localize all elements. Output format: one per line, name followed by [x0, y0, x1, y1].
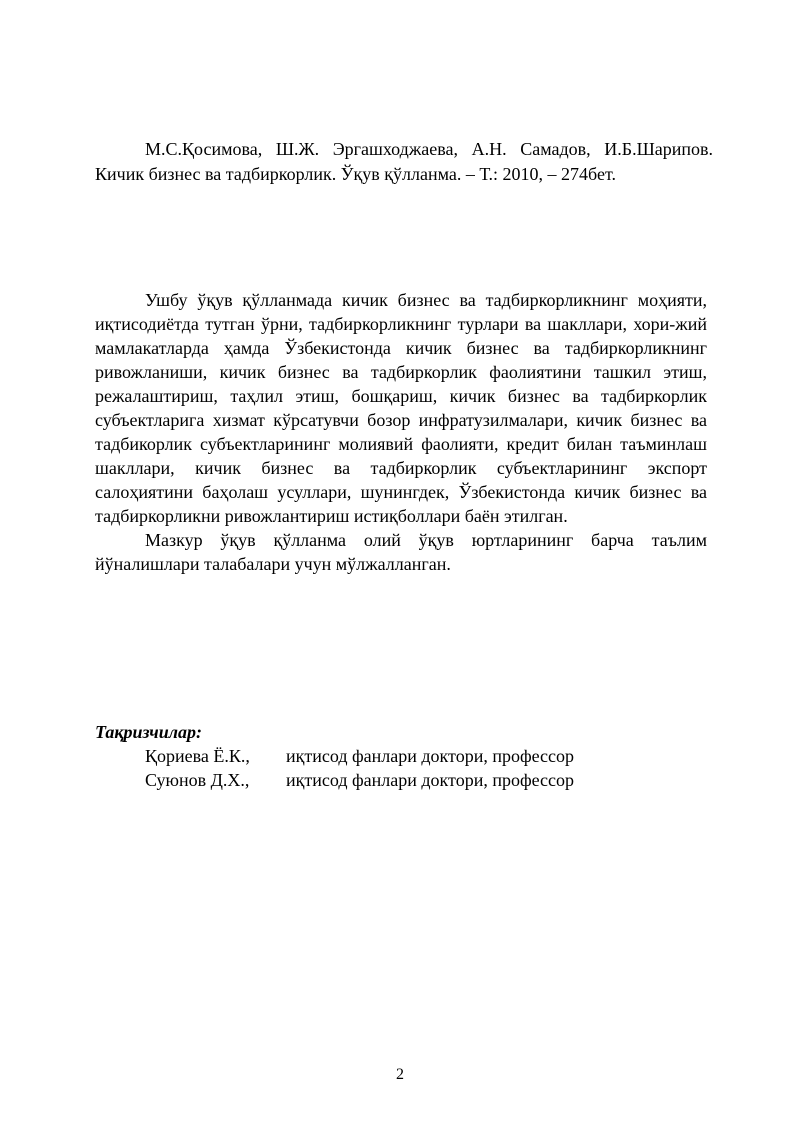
- page-number: 2: [396, 1066, 404, 1083]
- reviewers-section: [95, 720, 707, 792]
- abstract-paragraph: Ушбу ўқув қўлланмада кичик бизнес ва тадбиркорликнинг моҳияти, иқтисодиётда тутган ўрни, тадбиркорликнинг турлари ва шакллари, хори-жий мамлакатларда ҳамда Ўзбекистонда кичик бизнес ва тадбиркорликнинг ривожланиши, кичик бизнес ва тадбиркорлик фаолиятини ташкил этиш, режалаштириш, таҳлил этиш, бошқариш, кичик бизнес ва тадбиркорлик субъектларига хизмат кўрсатувчи бозор инфратузилмалари, кичик бизнес ва тадбикорлик субъектларининг молиявий фаолияти, кредит билан таъминлаш шакллари, кичик бизнес ва тадбиркорлик субъектларининг экспорт салоҳиятини баҳолаш усуллари, шунингдек, Ўзбекистонда кичик бизнес ва тадбиркорликни ривожлантириш истиқболлари баён этилган.: [95, 290, 707, 526]
- citation-title: Кичик бизнес ва тадбиркорлик. Ўқув қўлланма. – Т.: 2010, – 274бет.: [95, 164, 616, 184]
- citation-authors: М.С.Қосимова, Ш.Ж. Эргашходжаева, А.Н. Самадов, И.Б.Шарипов.: [145, 139, 713, 159]
- reviewers-heading: Тақризчилар:: [95, 722, 202, 742]
- reviewer-row: [95, 768, 707, 792]
- reviewer-title: иқтисод фанлари доктори, профессор: [286, 746, 575, 766]
- abstract: [95, 288, 707, 576]
- reviewer-name: Суюнов Д.Х.,: [145, 770, 250, 790]
- reviewer-row: [95, 744, 707, 768]
- abstract-paragraph: Мазкур ўқув қўлланма олий ўқув юртларининг барча таълим йўналишлари талабалари учун мўлжалланган.: [95, 530, 707, 574]
- reviewer-name: Қориева Ё.К.,: [145, 746, 250, 766]
- reviewer-title: иқтисод фанлари доктори, профессор: [286, 770, 575, 790]
- bibliographic-citation: [95, 137, 713, 187]
